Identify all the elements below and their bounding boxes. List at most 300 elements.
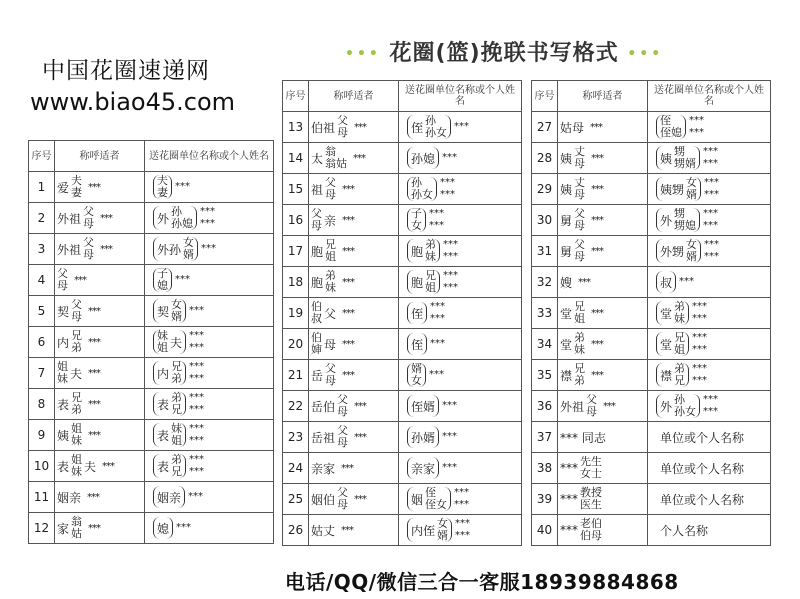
format-table-3 [531,80,771,546]
recipient-stack-item: 兄 [71,391,83,404]
table-row [532,205,771,236]
recipient-stack-item: 女士 [580,467,602,480]
table-row [532,298,771,329]
recipient-stack-item: 母 [311,219,322,232]
row-number: 40 [532,515,558,546]
sender-bracket [407,147,439,169]
row-number: 2 [29,203,55,234]
table-row [532,329,771,360]
sender-name-placeholder [189,305,204,317]
table-row [532,267,771,298]
sender-bracket [153,392,186,416]
sender-stack [674,363,685,387]
sender-star: *** [430,301,446,312]
recipient-stack-item: 医生 [580,498,602,511]
sender-cell [648,360,771,391]
recipient-stack [57,268,68,292]
sender-name-placeholder [454,121,469,133]
sender-cell [145,389,274,420]
table-header-row [532,81,771,112]
recipient-prefix: 祖 [311,182,324,197]
sender-bracket [656,177,701,201]
recipient-stack-item: 弟 [574,331,586,344]
sender-name-placeholder [430,301,445,325]
recipient-stack-item: 母 [337,405,349,418]
recipient-stack-item: 伯 [311,331,322,344]
table-row [29,296,274,327]
sender-star: *** [454,499,470,510]
sender-stack [411,177,433,201]
sender-star: *** [430,338,446,349]
sender-bracket [407,208,426,232]
sender-name-placeholder [442,400,457,412]
row-number: 10 [29,451,55,482]
sender-star: *** [703,406,719,417]
sender-stack-item: 妹 [674,312,686,325]
recipient-cell [558,329,648,360]
recipient-stack [83,206,94,230]
sender-stack-item: 兄 [674,374,686,387]
sender-name-placeholder [189,454,204,478]
recipient-stack [57,361,68,385]
table-row [283,360,522,391]
recipient-prefix: 伯祖 [311,120,336,135]
row-number: 37 [532,422,558,453]
name-placeholder: *** [342,338,355,350]
sender-star: *** [189,305,205,316]
sender-cell [399,236,522,267]
row-number: 39 [532,484,558,515]
sender-prefix: 媳 [157,521,170,536]
recipient-title [311,177,396,201]
sender-cell [145,327,274,358]
recipient-stack-item: 母 [337,126,349,139]
header-sender: 送花圈单位名称或个人姓名 [399,81,522,112]
recipient-stack [580,518,602,542]
recipient-stack [71,175,82,199]
sender-content [147,268,271,292]
recipient-stack [311,332,322,356]
sender-star: *** [189,404,205,415]
recipient-stack-item: 父 [325,176,337,189]
recipient-stack-item: 父 [83,236,95,249]
recipient-stack [574,146,585,170]
row-number: 11 [29,482,55,513]
recipient-prefix: *** [560,461,578,475]
sender-content [147,175,271,199]
sender-name-placeholder [200,206,215,230]
sender-content [650,332,768,356]
recipient-prefix: 契 [57,304,70,319]
sender-stack [157,175,168,199]
recipient-cell [558,453,648,484]
table-header-row [283,81,522,112]
sender-name-placeholder [175,181,190,193]
recipient-stack-item: 翁 [325,145,337,158]
row-number: 19 [283,298,309,329]
sender-stack-item: 孙 [411,176,422,189]
sender-name-placeholder [455,518,470,542]
sender-bracket [656,332,689,356]
sender-content [650,115,768,139]
sender-stack-item: 姐 [674,343,686,356]
recipient-title [311,208,396,232]
recipient-title [560,274,645,291]
sender-star: *** [442,462,458,473]
recipient-stack [574,332,585,356]
row-number: 36 [532,391,558,422]
row-number: 12 [29,513,55,544]
recipient-stack-item: 父 [325,362,337,375]
recipient-prefix: 堂 [560,306,573,321]
sender-stack-item: 女 [686,238,698,251]
name-placeholder: *** [342,214,355,226]
sender-bracket [407,363,426,387]
sender-bracket [407,302,427,324]
table-row [29,265,274,296]
sender-prefix: 内侄 [411,523,436,538]
sender-bracket [407,395,439,417]
sender-stack [425,115,447,139]
sender-content [147,517,271,539]
recipient-prefix: 姻亲 [57,490,82,505]
recipient-title [311,460,396,477]
row-number: 32 [532,267,558,298]
sender-prefix: 姨 [660,151,673,166]
sender-content [401,270,519,294]
decor-dots-right: ••• [627,46,664,62]
recipient-prefix: 家 [57,521,70,536]
recipient-cell [55,482,145,513]
recipient-cell [558,112,648,143]
sender-star: *** [454,121,470,132]
recipient-cell [309,174,399,205]
recipient-prefix: 姨 [560,182,573,197]
sender-stack [425,239,436,263]
recipient-stack-item: 父 [71,298,83,311]
table-row [283,422,522,453]
sender-stack-item: 孙女 [425,126,448,139]
sender-stack-item: 婿 [437,529,449,542]
recipient-stack-item: 姐 [71,453,83,466]
sender-cell [399,205,522,236]
recipient-cell [558,267,648,298]
sender-content [401,208,519,232]
row-number: 23 [283,422,309,453]
recipient-prefix: 姑母 [560,120,585,135]
sender-content [147,206,271,230]
sender-cell [648,515,771,546]
recipient-stack [71,330,82,354]
recipient-cell [558,205,648,236]
sender-prefix: 堂 [660,337,673,352]
sender-star: *** [703,394,719,405]
recipient-title [57,489,142,506]
name-placeholder: *** [74,274,86,286]
recipient-stack [325,239,336,263]
sender-stack [171,361,182,385]
recipient-prefix: 姨 [57,428,70,443]
recipient-stack-item: 父 [586,393,598,406]
sender-bracket [656,301,689,325]
sender-bracket [656,146,700,170]
recipient-suffix: 亲 [324,213,337,228]
recipient-suffix: 父 [324,306,337,321]
row-number: 16 [283,205,309,236]
recipient-title [311,487,396,511]
name-placeholder: *** [88,429,101,441]
sender-stack-item: 女 [183,236,195,249]
sender-star: *** [189,342,205,353]
row-number: 14 [283,143,309,174]
sender-bracket [153,299,186,323]
sender-stack-item: 孙女 [674,405,697,418]
recipient-title [560,301,645,325]
recipient-stack-item: 母 [574,250,586,263]
recipient-prefix: 姨 [560,151,573,166]
name-placeholder: *** [88,336,101,348]
recipient-title [57,454,142,478]
sender-cell [399,484,522,515]
recipient-stack-item: 母 [337,498,349,511]
recipient-stack [337,487,348,511]
table-row [532,422,771,453]
recipient-cell [55,513,145,544]
sender-stack-item: 女 [411,219,422,232]
recipient-title [57,361,142,385]
sender-star: *** [442,152,458,163]
sender-stack-item: 侄 [425,486,437,499]
sender-cell [145,172,274,203]
recipient-cell [309,360,399,391]
sender-stack [171,423,182,447]
sender-name-placeholder [454,487,469,511]
sender-star: *** [703,158,719,169]
sender-stack-item: 姐 [425,281,437,294]
sender-cell [145,296,274,327]
sender-content [401,457,519,479]
name-placeholder: *** [354,493,367,505]
recipient-stack-item: 妹 [325,281,337,294]
sender-stack-item: 婿 [411,362,422,375]
sender-stack [660,115,682,139]
sender-star: *** [703,208,719,219]
sender-bracket [656,394,700,418]
sender-bracket [153,237,198,261]
recipient-cell [309,236,399,267]
name-placeholder: *** [342,183,355,195]
sender-stack-item: 弟 [171,453,183,466]
name-placeholder: *** [591,245,604,257]
recipient-stack-item: 翁姑 [325,157,348,170]
row-number: 1 [29,172,55,203]
sender-stack-item: 妻 [157,186,168,199]
sender-stack [411,363,422,387]
header-call: 称呼适者 [558,81,648,112]
recipient-title [560,487,645,511]
recipient-cell [558,515,648,546]
recipient-cell [558,174,648,205]
sender-bracket [656,115,686,139]
row-number: 18 [283,267,309,298]
row-number: 17 [283,236,309,267]
sender-content [401,487,519,511]
sender-stack-item: 兄 [674,331,686,344]
name-placeholder: *** [88,522,101,534]
recipient-cell [55,296,145,327]
sender-name-placeholder [692,332,707,356]
sender-bracket [407,177,437,201]
row-number: 27 [532,112,558,143]
sender-content [650,363,768,387]
recipient-stack-item: 母 [574,157,586,170]
sender-stack-item: 孙女 [411,188,433,201]
recipient-stack [580,487,602,511]
sender-star: *** [704,189,720,200]
name-placeholder: *** [88,181,101,193]
table-row [283,453,522,484]
sender-prefix: 表 [157,397,170,412]
recipient-prefix: 外祖 [560,399,585,414]
sender-star: *** [455,518,471,529]
sender-stack [674,146,696,170]
sender-content [650,460,768,477]
recipient-prefix: 胞 [311,275,324,290]
row-number: 38 [532,453,558,484]
sender-star: *** [429,220,444,231]
recipient-cell [558,298,648,329]
sender-stack [171,206,193,230]
table-row [532,360,771,391]
table-row [29,451,274,482]
sender-prefix: 侄 [411,306,424,321]
recipient-stack-item: 弟 [71,403,83,416]
sender-name-placeholder [704,239,719,263]
name-placeholder: *** [591,214,604,226]
table-row [29,513,274,544]
sender-prefix: 姻 [411,492,424,507]
recipient-prefix: 内 [57,335,70,350]
sender-stack-item: 女 [437,517,449,530]
recipient-stack-item: 妹 [574,343,586,356]
name-placeholder: *** [591,183,604,195]
row-number: 28 [532,143,558,174]
recipient-stack-item: 父 [574,238,586,251]
recipient-stack-item: 父 [337,486,349,499]
sender-cell [648,484,771,515]
sender-star: *** [440,189,455,200]
sender-star: *** [189,423,205,434]
name-placeholder: *** [87,491,100,503]
recipient-prefix: 太 [311,151,324,166]
sender-prefix: 外 [157,211,170,226]
header-no: 序号 [283,81,309,112]
table-row [29,358,274,389]
sender-stack-item: 甥媳 [674,219,697,232]
sender-star: *** [189,466,205,477]
table-row [283,143,522,174]
sender-star: *** [429,208,444,219]
sender-star: *** [703,220,719,231]
recipient-title [57,237,142,261]
sender-prefix: 外甥 [660,244,685,259]
table-row [29,172,274,203]
recipient-stack-item: 姐 [57,360,68,373]
recipient-stack [325,270,336,294]
sender-star: *** [692,375,708,386]
table-row [29,327,274,358]
sender-cell [648,174,771,205]
sender-stack-item: 弟 [674,362,686,375]
sender-stack [171,299,182,323]
sender-bracket [407,457,439,479]
table-row [283,174,522,205]
sender-content [650,522,768,539]
sender-name-placeholder [443,270,458,294]
sender-cell [399,391,522,422]
recipient-stack-item: 兄 [574,300,586,313]
name-placeholder: *** [88,305,101,317]
sender-plain: 单位或个人名称 [660,492,745,507]
site-url[interactable]: www.biao45.com [30,88,236,116]
sender-bracket [656,363,689,387]
table-row [283,112,522,143]
name-placeholder: *** [341,462,354,474]
sender-cell [399,360,522,391]
table-row [532,112,771,143]
recipient-title [311,239,396,263]
sender-cell [399,298,522,329]
sender-stack-item: 媳 [157,279,168,292]
sender-star: *** [189,435,205,446]
sender-bracket [407,270,440,294]
recipient-stack-item: 妹 [71,465,83,478]
recipient-title [560,332,645,356]
sender-stack-item: 侄女 [425,498,448,511]
name-placeholder: *** [354,121,367,133]
sender-prefix: 外孙 [157,242,182,257]
sender-cell [648,112,771,143]
sender-star: *** [703,146,719,157]
name-placeholder: *** [590,121,603,133]
sender-prefix: 叔 [660,275,673,290]
sender-stack-item: 侄媳 [660,126,682,139]
sender-stack-item: 兄 [171,465,183,478]
table-row [532,174,771,205]
recipient-stack [325,146,347,170]
sender-prefix: 姨甥 [660,182,685,197]
recipient-prefix: *** [560,523,578,537]
sender-star: *** [443,270,459,281]
recipient-title [57,268,142,292]
sender-prefix: 侄婿 [411,399,436,414]
recipient-title [311,425,396,449]
sender-cell [145,234,274,265]
sender-content [650,491,768,508]
sender-content [401,395,519,417]
table-row [283,484,522,515]
table-row [532,236,771,267]
row-number: 35 [532,360,558,391]
recipient-stack-item: 老伯 [580,517,602,530]
recipient-stack-item: 伯 [311,300,322,313]
recipient-cell [558,236,648,267]
sender-cell [399,267,522,298]
sender-content [147,392,271,416]
recipient-prefix: 表 [57,397,70,412]
sender-name-placeholder [692,301,707,325]
recipient-cell [309,205,399,236]
